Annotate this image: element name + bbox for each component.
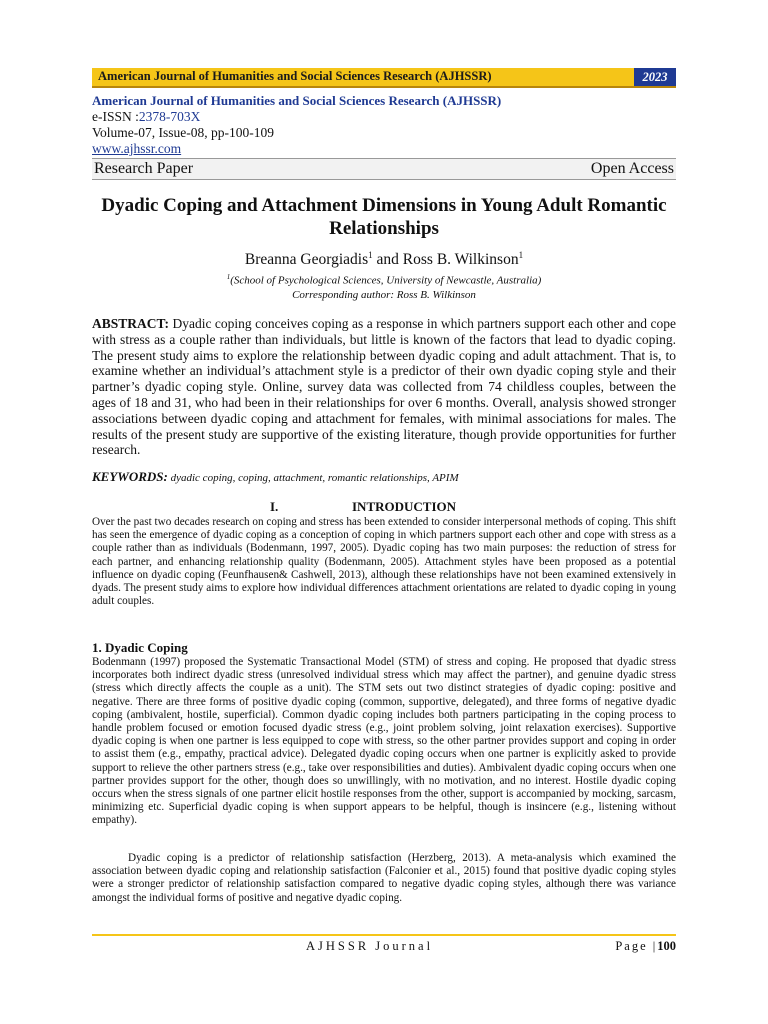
- dyadic-coping-paragraph-2: [92, 852, 676, 905]
- corresponding-author: Corresponding author: Ross B. Wilkinson: [292, 288, 476, 301]
- abstract: [92, 316, 676, 458]
- abstract-text: Dyadic coping conceives coping as a response in which partners support each other and cope with stress as a couple rather than individuals, but little is known of the factors that lead to dyadic coping. The present study aims to explore the relationship between dyadic coping and adult attachment. That is, to examine whether an individual’s attachment style is a predictor of their own dyadic coping style and their partner’s dyadic coping style. Online, survey data was collected from 74 childless couples, between the ages of 18 and 31, who had been in their relationships for over 6 months. Overall, analysis showed stronger associations between dyadic coping and attachment for females, with minimal associations for males. The results of the present study are supportive of the existing literature, though provide opportunities for further research.: [92, 316, 676, 458]
- author-1-sup: 1: [368, 250, 373, 260]
- footer-divider: [92, 934, 676, 936]
- journal-meta: [92, 93, 676, 157]
- footer-page: [615, 939, 676, 954]
- footer-journal: AJHSSR Journal: [306, 939, 434, 953]
- footer-page-label: Page |: [615, 939, 658, 953]
- volume-line: Volume-07, Issue-08, pp-100-109: [92, 125, 274, 140]
- paper-type-bar: [92, 158, 676, 180]
- authors-line: [92, 250, 676, 269]
- issn-line: [92, 109, 676, 125]
- affiliation: (School of Psychological Sciences, University of Newcastle, Australia): [230, 274, 542, 287]
- affiliation-sup: 1: [226, 273, 231, 281]
- journal-bar-title: American Journal of Humanities and Social Sciences Research (AJHSSR): [98, 69, 492, 83]
- dyadic-coping-paragraph-2-text: Dyadic coping is a predictor of relationship satisfaction (Herzberg, 2013). A meta-analysis which examined the association between dyadic coping and relationship satisfaction (Falconier et al., 2015) found that positive dyadic coping styles were a stronger predictor of relationship satisfaction compared to negative dyadic coping styles, although there was variance amongst the individual forms of positive and negative dyadic coping.: [92, 852, 676, 904]
- introduction-paragraph: Over the past two decades research on coping and stress has been extended to consider interpersonal methods of coping. This shift has seen the emergence of dyadic coping as a conception of coping in which partners support each other and cope with stress as a couple rather than as individuals (Bodenmann, 1997, 2005). Dyadic coping has two main purposes: the reduction of stress for each partner, and enhancing relationship quality (Bodenmann, 2005). Attachment styles have been proposed as a potential influence on dyadic coping (Feunfhausen& Cashwell, 2013), although these relationships have not been examined extensively in dyads. The present study aims to explore how individual differences attachment orientations are related to dyadic coping in young adult couples.: [92, 516, 676, 608]
- issn-label: e-ISSN :: [92, 109, 139, 124]
- issn-value: 2378-703X: [138, 109, 201, 124]
- abstract-label: ABSTRACT:: [92, 316, 170, 331]
- affiliation-block: [92, 270, 676, 302]
- author-1: Breanna Georgiadis: [244, 251, 369, 269]
- dyadic-coping-paragraph-1: Bodenmann (1997) proposed the Systematic Transactional Model (STM) of stress and coping. He proposed that dyadic stress incorporates both indirect dyadic stress (unresolved individual stress which may affect the partner), and genuine dyadic stress (stress which directly affects the couple as a unit). The STM sets out two distinct strategies of dyadic coping: positive and negative. There are three forms of positive dyadic coping (common, supportive, delegated), and three forms of negative dyadic coping (ambivalent, hostile, superficial). Common dyadic coping includes both partners participating in the coping process to handle problem focused or emotion focused dyadic stress (e.g., joint problem solving, joint relaxation exercises). Supportive dyadic coping is when one partner is less equipped to cope with stress, so the other partner provides support and coping in order to assist them (e.g., empathy, practical advice). Delegated dyadic coping occurs when one partner is explicitly asked to provide support to relieve the other partners stress (e.g., take over responsibilities and duties). Ambivalent dyadic coping occurs when one partner provides support for the other, though does so unwillingly, with no motivation, and no interest. Hostile dyadic coping occurs when the stress signals of one partner elicit hostile responses from the other, support is accompanied by mocking, sarcasm, minimizing etc. Superficial dyadic coping is when support appears to be helpful, though is insincere (e.g., listening without empathy).: [92, 656, 676, 827]
- paper-title: Dyadic Coping and Attachment Dimensions in Young Adult Romantic Relationships: [101, 195, 667, 239]
- journal-year-badge: 2023: [634, 68, 676, 86]
- paper-type: Research Paper: [94, 160, 194, 177]
- subsection-heading-dyadic-coping: 1. Dyadic Coping: [92, 640, 188, 655]
- author-2: and Ross B. Wilkinson: [372, 251, 519, 269]
- journal-header-bar: [92, 68, 676, 88]
- keywords-label: KEYWORDS:: [92, 469, 168, 484]
- keywords-text: dyadic coping, coping, attachment, romantic relationships, APIM: [167, 472, 459, 484]
- footer-page-number: 100: [657, 939, 676, 953]
- section-title: INTRODUCTION: [352, 499, 457, 514]
- access-type: Open Access: [590, 160, 674, 177]
- keywords: [92, 469, 676, 485]
- section-number: I.: [270, 499, 279, 514]
- journal-name: American Journal of Humanities and Social Sciences Research (AJHSSR): [92, 93, 502, 108]
- website-link[interactable]: www.ajhssr.com: [92, 141, 182, 156]
- author-2-sup: 1: [518, 250, 524, 260]
